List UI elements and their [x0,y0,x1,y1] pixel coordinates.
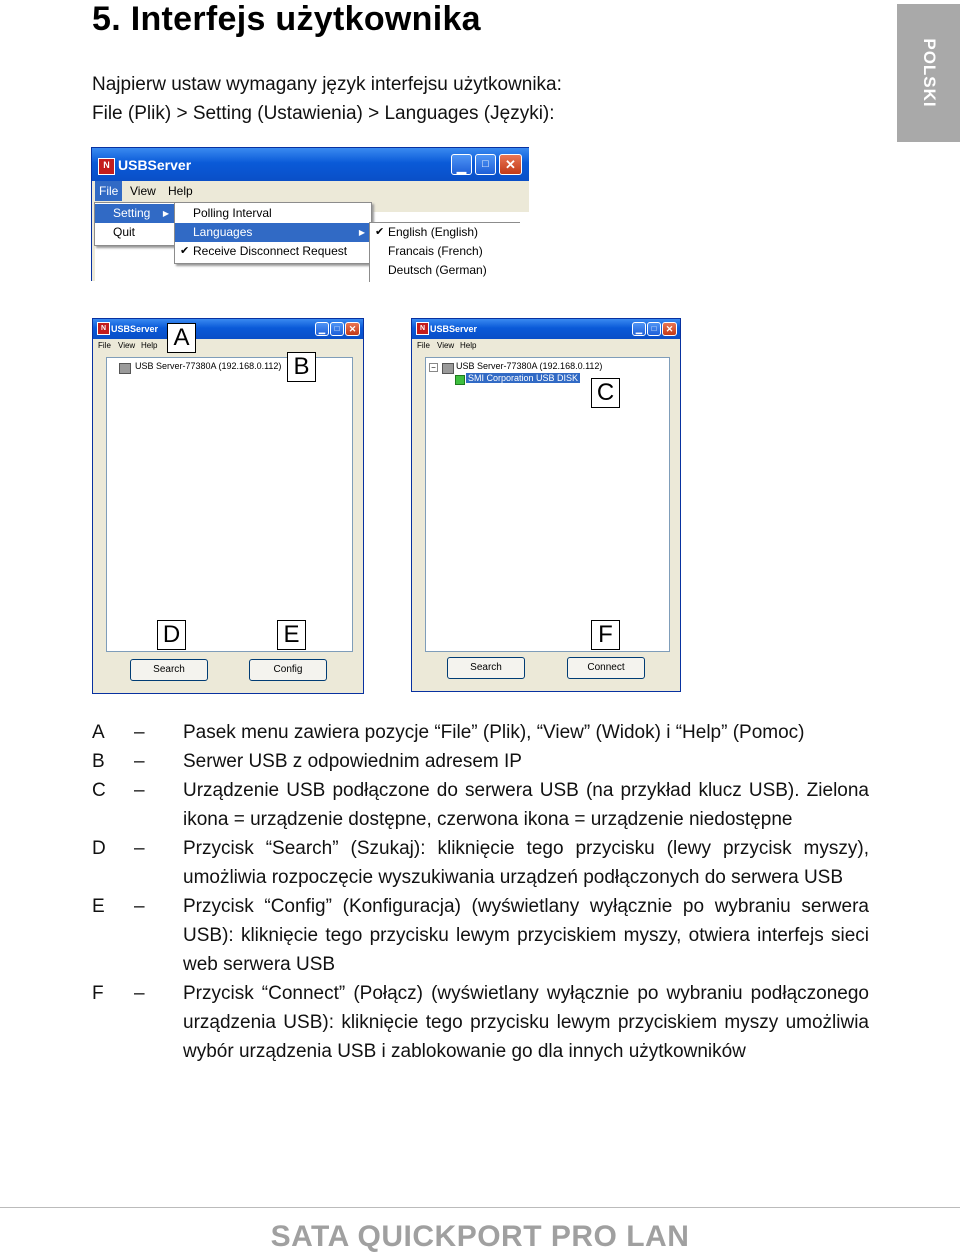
usbserver-window-left [92,318,364,694]
app-logo-icon: N [416,322,429,335]
menu-item-setting-label: Setting [113,206,151,220]
legend-item-b [92,747,869,776]
legend-text: Przycisk “Connect” (Połącz) (wyświetlany wyłącznie po wybraniu podłączonego urządzenia USB): kliknięcie tego przycisku lewym przyciskiem myszy umożliwia wybór urządzenia USB i zablokowanie go dla innych użytkowników [183,983,869,1062]
minimize-button[interactable]: ▁ [451,154,472,175]
setting-menu-popup [174,202,372,264]
intro-line-2: File (Plik) > Setting (Ustawienia) > Languages (Języki): [92,103,555,124]
legend-key: E [92,896,105,917]
menu-help[interactable]: Help [460,341,477,350]
checkmark-icon: ✔ [375,226,385,238]
maximize-button[interactable]: □ [330,322,344,336]
menu-file[interactable]: File [95,181,122,201]
menu-item-polling-interval[interactable] [175,204,371,223]
menu-item-receive-disconnect[interactable] [175,242,371,261]
legend-dash: – [134,780,145,801]
legend-text: Urządzenie USB podłączone do serwera USB (na przykład klucz USB). Zielona ikona = urządzenie dostępne, czerwona ikona = urządzenie niedostępne [183,780,869,830]
tree-item-server[interactable]: USB Server-77380A (192.168.0.112) [456,361,603,371]
callout-c: C [591,378,620,408]
menu-window-title: USBServer [118,157,192,173]
left-window-titlebar [93,319,363,339]
menu-view[interactable]: View [118,341,136,350]
server-icon [442,363,454,374]
callout-e: E [277,620,306,650]
close-button[interactable]: ✕ [499,154,522,175]
legend-dash: – [134,983,145,1004]
menu-window-titlebar [92,148,529,181]
menu-item-setting[interactable] [95,204,175,223]
menu-window-menubar [92,181,529,201]
menu-item-languages-label: Languages [193,225,253,239]
menu-help[interactable]: Help [141,341,158,350]
intro-line-1: Najpierw ustaw wymagany język interfejsu użytkownika: [92,74,562,95]
close-button[interactable]: ✕ [662,322,677,336]
legend-text: Pasek menu zawiera pozycje “File” (Plik), “View” (Widok) i “Help” (Pomoc) [183,722,805,743]
legend-dash: – [134,722,145,743]
side-tab-label: POLSKI [919,38,939,108]
menu-item-polling-label: Polling Interval [193,206,272,220]
legend-key: F [92,983,104,1004]
menu-file[interactable]: File [98,341,111,350]
left-window-menubar [93,339,363,353]
legend-text: Serwer USB z odpowiednim adresem IP [183,751,522,772]
tree-expand-icon[interactable]: − [429,363,438,372]
menu-view[interactable]: View [130,184,156,198]
intro-text [92,70,562,128]
right-window-titlebar [412,319,680,339]
footer-divider [0,1207,960,1208]
legend-list [92,718,869,1066]
submenu-arrow-icon: ▶ [358,228,365,237]
legend-text: Przycisk “Config” (Konfiguracja) (wyświetlany wyłącznie po wybraniu serwera USB): kliknięcie tego przycisku lewym przyciskiem myszy, otwiera interfejs sieci web serwera USB [183,896,869,975]
menu-item-french[interactable] [370,242,520,261]
checkmark-icon: ✔ [180,245,190,257]
menu-item-quit[interactable] [95,223,175,242]
legend-key: C [92,780,106,801]
minimize-button[interactable]: ▁ [632,322,646,336]
legend-item-c [92,776,869,834]
tree-item-server[interactable]: USB Server-77380A (192.168.0.112) [135,361,282,371]
menu-help[interactable]: Help [168,184,193,198]
legend-key: B [92,751,105,772]
config-button[interactable]: Config [249,659,327,681]
right-window-menubar [412,339,680,353]
server-tree-view[interactable] [106,357,353,652]
callout-b: B [287,352,316,382]
legend-item-f [92,979,869,1066]
submenu-arrow-icon: ▶ [162,209,169,218]
usbserver-window-right [411,318,681,692]
right-window-title: USBServer [430,324,478,334]
server-tree-view[interactable] [425,357,670,652]
callout-d: D [157,620,186,650]
menu-item-english[interactable] [370,223,520,242]
menu-item-quit-label: Quit [113,225,136,239]
app-logo-icon: N [98,158,115,175]
legend-dash: – [134,838,145,859]
file-menu-popup [94,202,176,246]
server-icon [119,363,131,374]
maximize-button[interactable]: □ [647,322,661,336]
language-side-tab [897,4,960,142]
menu-item-german-label: Deutsch (German) [388,263,487,277]
legend-dash: – [134,751,145,772]
menu-item-german[interactable] [370,261,520,280]
legend-item-a [92,718,869,747]
menu-view[interactable]: View [437,341,455,350]
minimize-button[interactable]: ▁ [315,322,329,336]
menu-file[interactable]: File [417,341,430,350]
callout-a: A [167,323,196,353]
search-button[interactable]: Search [447,657,525,679]
callout-f: F [591,620,620,650]
menu-item-french-label: Francais (French) [388,244,483,258]
product-footer: SATA QUICKPORT PRO LAN [270,1220,690,1253]
legend-dash: – [134,896,145,917]
left-window-title: USBServer [111,324,159,334]
menu-item-languages[interactable] [175,223,371,242]
search-button[interactable]: Search [130,659,208,681]
page-title: 5. Interfejs użytkownika [92,0,481,38]
legend-item-e [92,892,869,979]
menu-item-english-label: English (English) [388,225,479,239]
legend-key: A [92,722,105,743]
connect-button[interactable]: Connect [567,657,645,679]
app-logo-icon: N [97,322,110,335]
device-available-icon [455,375,465,385]
close-button[interactable]: ✕ [345,322,360,336]
legend-text: Przycisk “Search” (Szukaj): kliknięcie tego przycisku (lewy przycisk myszy), umożliwia rozpoczęcie wyszukiwania urządzeń podłączonych do serwera USB [183,838,869,888]
legend-item-d [92,834,869,892]
languages-menu-popup [369,222,520,282]
maximize-button[interactable]: □ [475,154,496,175]
legend-key: D [92,838,106,859]
menu-item-receive-label: Receive Disconnect Request [193,244,348,258]
tree-item-usb-device[interactable]: SMI Corporation USB DISK [468,373,579,383]
